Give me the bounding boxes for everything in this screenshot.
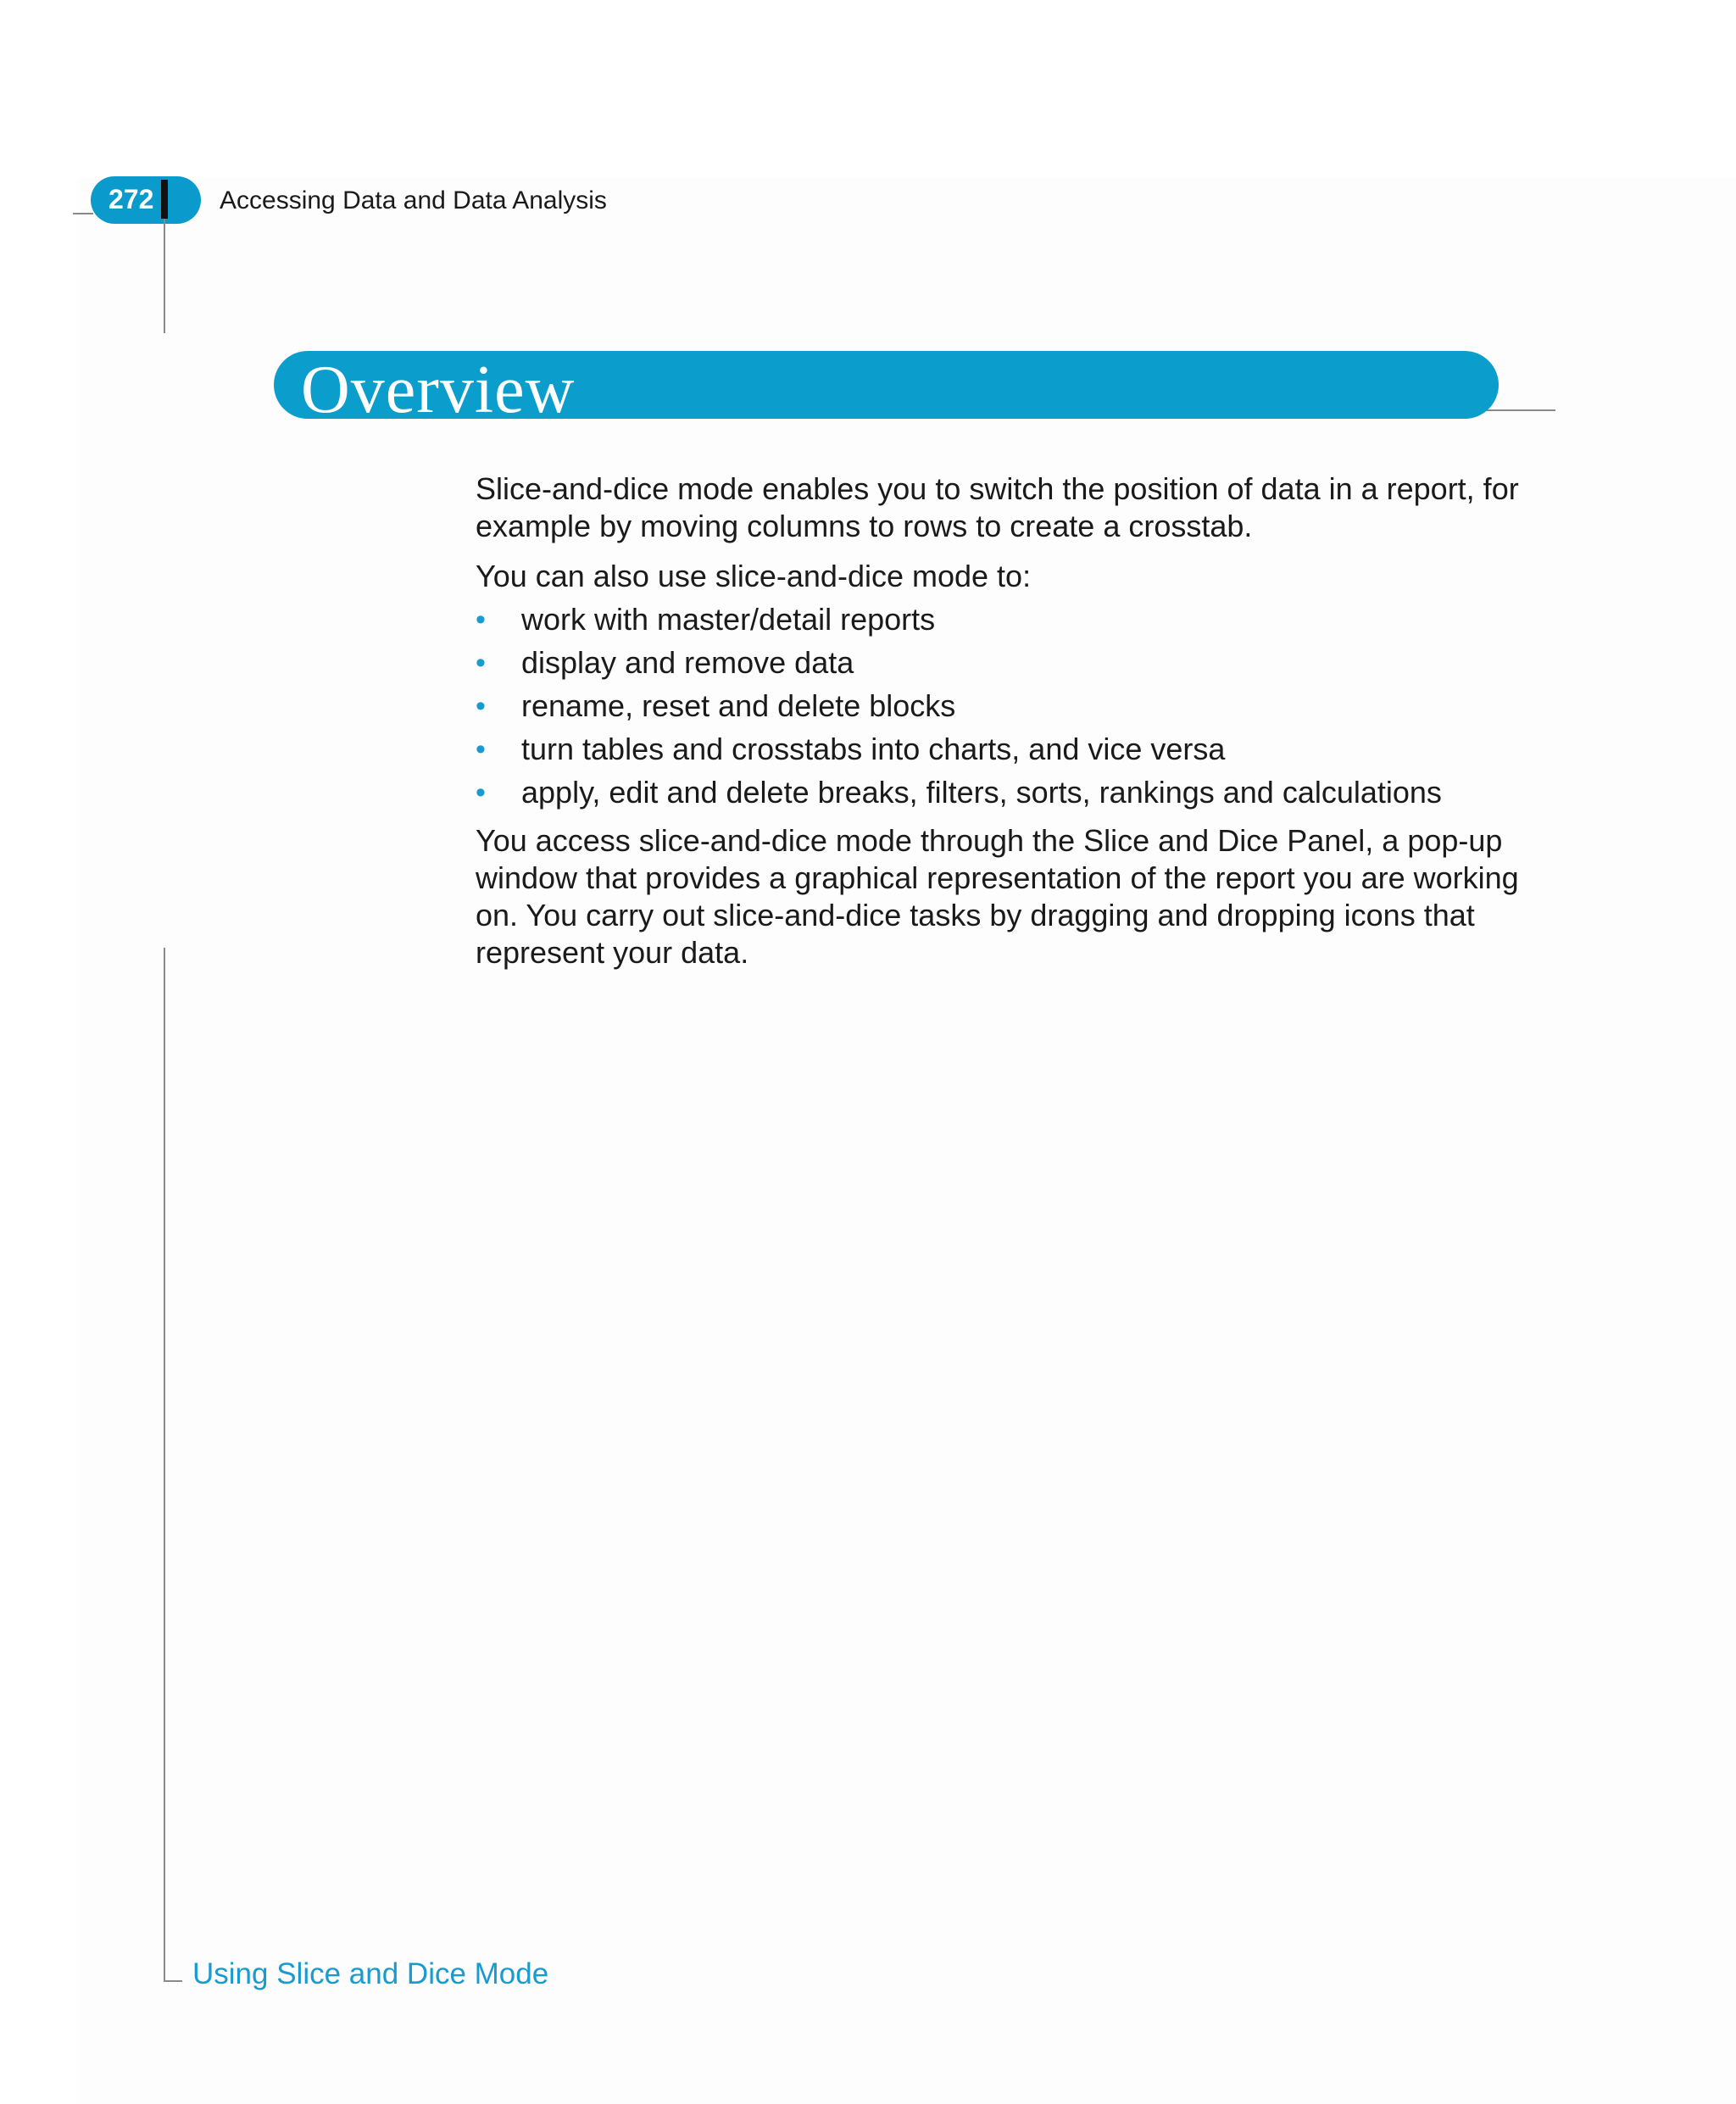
list-item-text: work with master/detail reports <box>521 602 936 637</box>
bullet-list <box>476 601 1569 811</box>
bullet-icon: • <box>476 733 486 765</box>
bullet-icon: • <box>476 690 486 722</box>
intro-paragraph: Slice-and-dice mode enables you to switch the position of data in a report, for example by moving columns to rows to create a crosstab. <box>476 471 1519 543</box>
body-text <box>476 470 1569 984</box>
running-head: Accessing Data and Data Analysis <box>220 186 607 214</box>
list-item-text: apply, edit and delete breaks, filters, sorts, rankings and calculations <box>521 775 1442 810</box>
list-item <box>476 774 1569 811</box>
bullet-icon: • <box>476 647 486 679</box>
list-item-text: display and remove data <box>521 645 854 680</box>
bullet-icon: • <box>476 604 486 636</box>
list-item <box>476 601 1569 638</box>
footer-chapter-title: Using Slice and Dice Mode <box>192 1957 549 1990</box>
list-item <box>476 731 1569 768</box>
margin-rule-top <box>164 219 165 333</box>
closing-paragraph: You access slice-and-dice mode through the Slice and Dice Panel, a pop-up window that provides a graphical representation of the report you are working on. You carry out slice-and-dice tasks by dragging and dropping icons that represent your data. <box>476 823 1519 970</box>
page-background <box>78 178 1736 2104</box>
list-item <box>476 644 1569 682</box>
list-item-text: turn tables and crosstabs into charts, and vice versa <box>521 732 1226 766</box>
page-number: 272 <box>108 184 154 214</box>
list-item-text: rename, reset and delete blocks <box>521 688 956 723</box>
footer-rule <box>164 1980 182 1982</box>
list-item <box>476 687 1569 725</box>
header-rule <box>73 213 93 214</box>
section-title: Overview <box>301 353 576 427</box>
bullet-icon: • <box>476 776 486 809</box>
margin-rule-bottom <box>164 948 165 1982</box>
page-number-mark <box>161 180 168 219</box>
lead-in-paragraph: You can also use slice-and-dice mode to: <box>476 559 1032 593</box>
